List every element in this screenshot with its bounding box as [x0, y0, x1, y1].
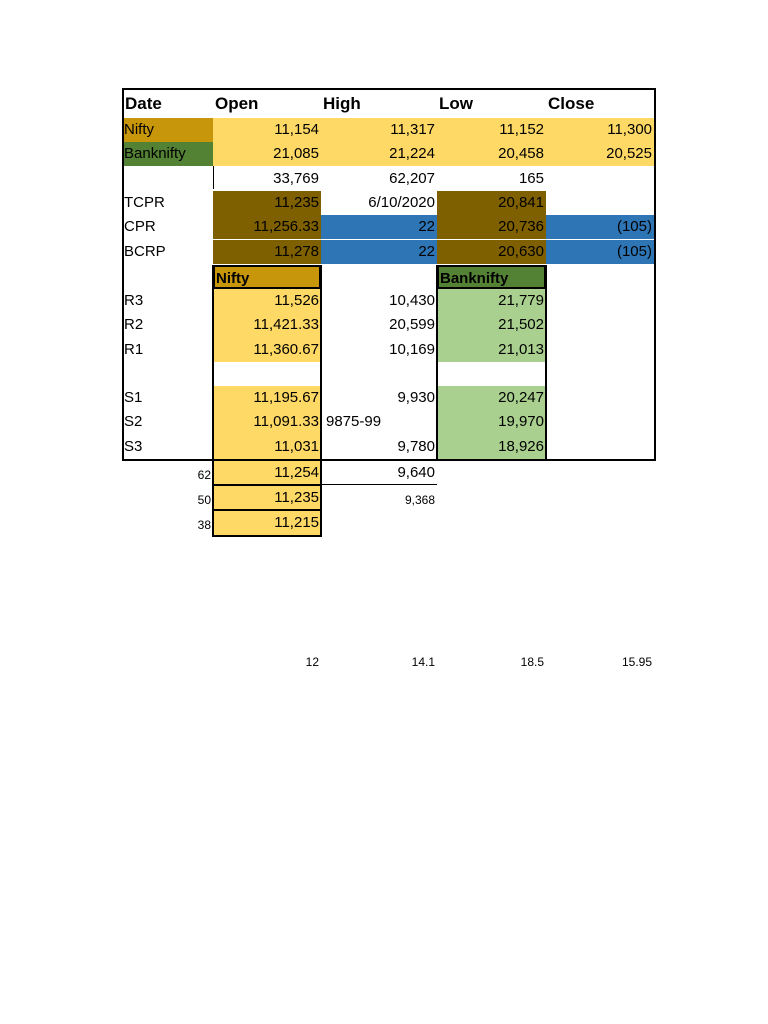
cpr-high: 22 — [321, 215, 437, 239]
header-close: Close — [548, 94, 595, 113]
footer-c: 18.5 — [520, 655, 544, 669]
banknifty-high: 21,224 — [389, 145, 435, 162]
header-low: Low — [439, 94, 473, 113]
tcpr-high: 6/10/2020 — [368, 194, 435, 211]
divider-misc-open — [213, 166, 214, 189]
fib-divider-3 — [212, 535, 322, 537]
fib-50-open: 11,235 — [213, 486, 321, 510]
nifty-open: 11,154 — [274, 121, 319, 138]
fib-38-open: 11,215 — [213, 511, 321, 535]
banknifty-close: 20,525 — [606, 145, 652, 162]
r2-high: 20,599 — [389, 316, 435, 333]
r2-label: R2 — [124, 316, 144, 333]
fib-38-label: 38 — [197, 518, 211, 532]
s3-high: 9,780 — [397, 438, 435, 455]
r1-low: 21,013 — [498, 341, 544, 358]
nifty-col-left-border — [212, 265, 214, 537]
s2-high: 9875-99 — [326, 413, 382, 430]
nifty-high: 11,317 — [390, 121, 435, 138]
s3-label: S3 — [124, 438, 143, 455]
s3-low: 18,926 — [498, 438, 544, 455]
s1-label: S1 — [124, 389, 143, 406]
s1-open: 11,195.67 — [253, 389, 319, 406]
fib-50-high: 9,368 — [404, 493, 435, 507]
nifty-close: 11,300 — [607, 121, 652, 138]
r2-low: 21,502 — [498, 316, 544, 333]
cpr-label: CPR — [124, 218, 156, 235]
r2-open: 11,421.33 — [253, 316, 319, 333]
fib-62-high: 9,640 — [397, 464, 435, 481]
section-nifty: Nifty — [213, 265, 321, 289]
header-date: Date — [125, 94, 162, 113]
fib-divider-2 — [212, 509, 322, 511]
banknifty-col-right-border — [545, 265, 547, 460]
fib-62-label: 62 — [197, 468, 211, 482]
r3-low: 21,779 — [498, 292, 544, 309]
s1-low: 20,247 — [498, 389, 544, 406]
header-high: High — [323, 94, 361, 113]
banknifty-low: 20,458 — [498, 145, 544, 162]
tcpr-low: 20,841 — [437, 191, 546, 215]
nifty-col-right-border — [320, 265, 322, 537]
section-banknifty: Banknifty — [437, 265, 546, 289]
r3-open: 11,526 — [274, 292, 319, 309]
s2-label: S2 — [124, 413, 143, 430]
r1-label: R1 — [124, 341, 144, 358]
banknifty-label: Banknifty — [123, 142, 213, 166]
misc-high: 62,207 — [389, 170, 435, 187]
banknifty-col-left-border — [436, 265, 438, 460]
footer-a: 12 — [305, 655, 319, 669]
r3-label: R3 — [124, 292, 144, 309]
r3-high: 10,430 — [389, 292, 435, 309]
nifty-low: 11,152 — [499, 121, 544, 138]
banknifty-open: 21,085 — [273, 145, 319, 162]
cpr-low: 20,736 — [437, 215, 546, 239]
bcrp-open: 11,278 — [213, 240, 321, 264]
bcrp-low: 20,630 — [437, 240, 546, 264]
table-right-border — [654, 88, 656, 460]
fib-divider-1 — [212, 484, 322, 486]
tcpr-open: 11,235 — [213, 191, 321, 215]
s2-low: 19,970 — [498, 413, 544, 430]
misc-low: 165 — [518, 170, 544, 187]
r1-open: 11,360.67 — [253, 341, 319, 358]
high-fib-underline — [321, 484, 437, 485]
nifty-label: Nifty — [123, 118, 213, 142]
fib-50-label: 50 — [197, 493, 211, 507]
header-open: Open — [215, 94, 259, 113]
footer-b: 14.1 — [411, 655, 435, 669]
table-bottom-border — [122, 459, 656, 461]
bcrp-close: (105) — [546, 240, 654, 264]
table-top-border — [122, 88, 656, 90]
s1-high: 9,930 — [397, 389, 435, 406]
s3-open: 11,031 — [274, 438, 319, 455]
cpr-close: (105) — [546, 215, 654, 239]
misc-open: 33,769 — [273, 170, 319, 187]
fib-62-open: 11,254 — [213, 461, 321, 485]
bcrp-high: 22 — [321, 240, 437, 264]
r1-high: 10,169 — [389, 341, 435, 358]
tcpr-label: TCPR — [124, 194, 165, 211]
bcrp-label: BCRP — [124, 243, 166, 260]
footer-d: 15.95 — [621, 655, 652, 669]
cpr-open: 11,256.33 — [213, 215, 321, 239]
s2-open: 11,091.33 — [253, 413, 319, 430]
table-left-border — [122, 88, 124, 460]
